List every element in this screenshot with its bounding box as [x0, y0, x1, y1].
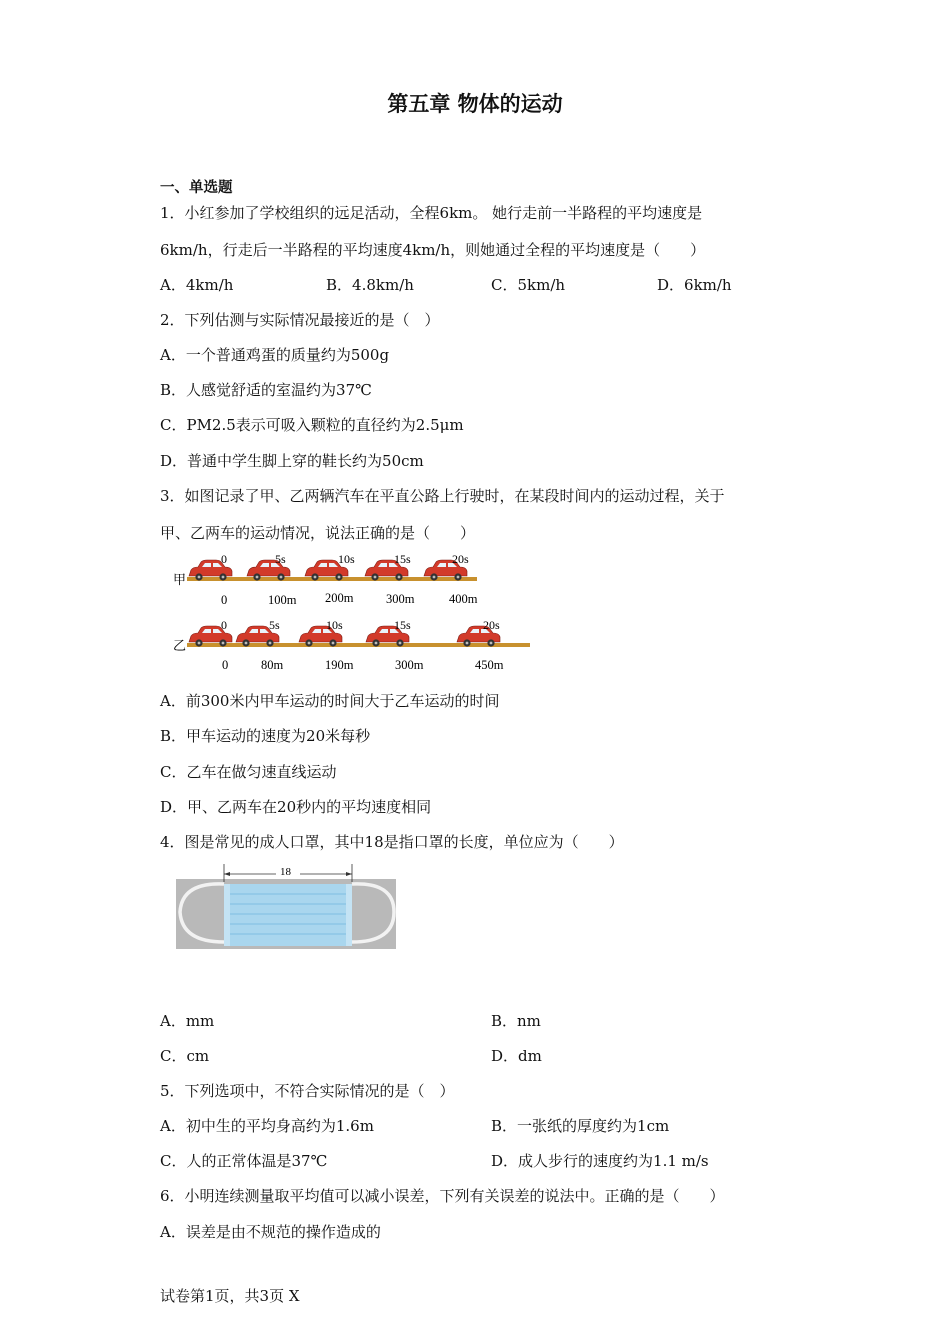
q1-stem-line2: 6km/h，行走后一半路程的平均速度4km/h，则她通过全程的平均速度是（ ） — [160, 241, 706, 259]
q1-option-c: C．5km/h — [491, 276, 566, 294]
row1-label: 甲 — [173, 572, 187, 587]
row2-time-4: 20s — [483, 618, 500, 632]
row1-time-4: 20s — [452, 552, 469, 566]
q1-stem-line1: 1．小红参加了学校组织的远足活动，全程6km。 她行走前一半路程的平均速度是 — [160, 204, 703, 222]
q5-option-b: B．一张纸的厚度约为1cm — [491, 1117, 670, 1135]
q2-option-a: A．一个普通鸡蛋的质量约为500g — [160, 346, 390, 364]
q3-option-a: A．前300米内甲车运动的时间大于乙车运动的时间 — [160, 692, 500, 710]
row1-dist-1: 100m — [268, 593, 297, 607]
row1-dist-3: 300m — [386, 592, 415, 606]
q1-option-d: D．6km/h — [657, 276, 732, 294]
page-title: 第五章 物体的运动 — [387, 92, 563, 116]
mask-body — [224, 884, 352, 946]
road-2 — [187, 643, 530, 647]
q2-option-d: D．普通中学生脚上穿的鞋长约为50cm — [160, 452, 424, 470]
mask-figure — [176, 862, 398, 952]
row2-dist-4: 450m — [475, 658, 504, 672]
q4-stem: 4．图是常见的成人口罩，其中18是指口罩的长度，单位应为（ ） — [160, 833, 624, 851]
row2-time-0: 0 — [221, 618, 227, 632]
car-motion-figure — [165, 548, 545, 680]
q2-stem: 2．下列估测与实际情况最接近的是（ ） — [160, 311, 440, 329]
row1-time-3: 15s — [394, 552, 411, 566]
q2-option-c: C．PM2.5表示可吸入颗粒的直径约为2.5μm — [160, 416, 464, 434]
row1-time-0: 0 — [221, 552, 227, 566]
q2-option-b: B．人感觉舒适的室温约为37℃ — [160, 381, 372, 399]
row2-time-3: 15s — [394, 618, 411, 632]
row2-dist-3: 300m — [395, 658, 424, 672]
row1-time-1: 5s — [275, 552, 286, 566]
row1-dist-4: 400m — [449, 592, 478, 606]
row2-dist-0: 0 — [222, 658, 229, 672]
q3-option-d: D．甲、乙两车在20秒内的平均速度相同 — [160, 798, 432, 816]
row2-label: 乙 — [173, 638, 187, 653]
mask-dimension-label: 18 — [280, 866, 291, 878]
page-footer: 试卷第1页，共3页 X — [160, 1287, 300, 1305]
q4-option-d: D．dm — [491, 1047, 542, 1065]
q1-option-a: A．4km/h — [160, 276, 234, 294]
q5-option-c: C．人的正常体温是37℃ — [160, 1152, 328, 1170]
q6-stem: 6．小明连续测量取平均值可以减小误差，下列有关误差的说法中。正确的是（ ） — [160, 1187, 725, 1205]
q1-option-b: B．4.8km/h — [326, 276, 414, 294]
q3-option-c: C．乙车在做匀速直线运动 — [160, 763, 337, 781]
row2-dist-2: 190m — [325, 658, 354, 672]
q5-stem: 5．下列选项中，不符合实际情况的是（ ） — [160, 1082, 455, 1100]
q3-option-b: B．甲车运动的速度为20米每秒 — [160, 727, 371, 745]
q3-stem-line2: 甲、乙两车的运动情况，说法正确的是（ ） — [160, 524, 476, 542]
row1-time-2: 10s — [338, 552, 355, 566]
q6-option-a: A．误差是由不规范的操作造成的 — [160, 1223, 381, 1241]
q5-option-a: A．初中生的平均身高约为1.6m — [160, 1117, 374, 1135]
row2-time-1: 5s — [269, 618, 280, 632]
row1-dist-0: 0 — [221, 593, 228, 607]
row2-time-2: 10s — [326, 618, 343, 632]
section-heading: 一、单选题 — [160, 180, 233, 196]
row1-dist-2: 200m — [325, 591, 354, 605]
q4-option-a: A．mm — [160, 1012, 215, 1030]
row2-dist-1: 80m — [261, 658, 284, 672]
q4-option-b: B．nm — [491, 1012, 541, 1030]
q5-option-d: D．成人步行的速度约为1.1 m/s — [491, 1152, 709, 1170]
q4-option-c: C．cm — [160, 1047, 210, 1065]
q3-stem-line1: 3．如图记录了甲、乙两辆汽车在平直公路上行驶时，在某段时间内的运动过程，关于 — [160, 487, 725, 505]
